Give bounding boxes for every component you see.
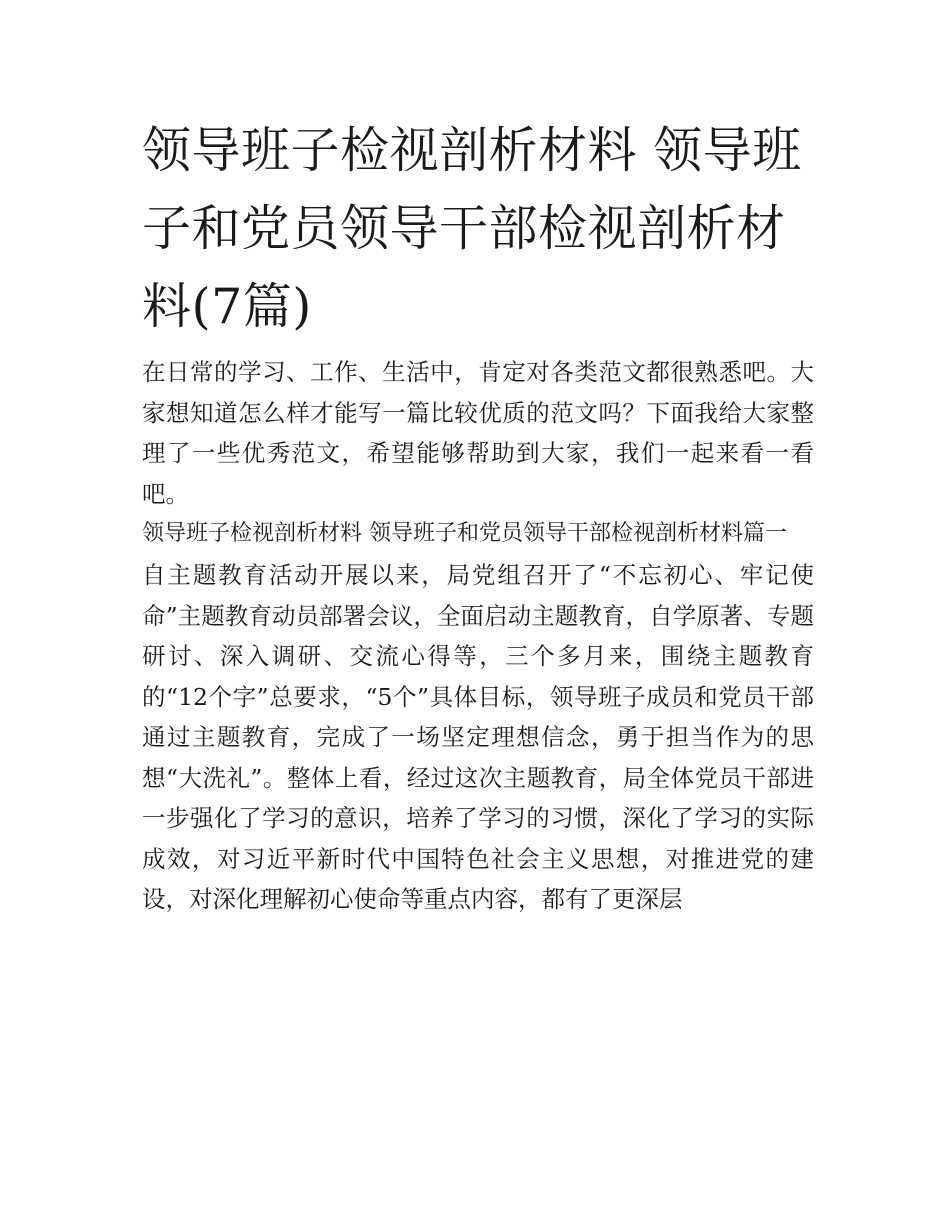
section-heading: 领导班子检视剖析材料 领导班子和党员领导干部检视剖析材料篇一 [142,521,787,546]
document-page [142,112,814,920]
intro-paragraph: 在日常的学习、工作、生活中，肯定对各类范文都很熟悉吧。大家想知道怎么样才能写一篇比较优质的范文吗？下面我给大家整理了一些优秀范文，希望能够帮助到大家，我们一起来看一看吧。 [142,358,814,508]
document-title: 领导班子检视剖析材料 领导班子和党员领导干部检视剖析材料(7篇) [142,122,802,335]
body-paragraph: 自主题教育活动开展以来，局党组召开了“不忘初心、牢记使命”主题教育动员部署会议，全面启动主题教育，自学原著、专题研讨、深入调研、交流心得等，三个多月来，围绕主题教育的“12个字”总要求，“5个”具体目标，领导班子成员和党员干部通过主题教育，完成了一场坚定理想信念，勇于担当作为的思想“大洗礼”。整体上看，经过这次主题教育，局全体党员干部进一步强化了学习的意识，培养了学习的习惯，深化了学习的实际成效，对习近平新时代中国特色社会主义思想，对推进党的建设，对深化理解初心使命等重点内容，都有了更深层 [142,561,814,913]
